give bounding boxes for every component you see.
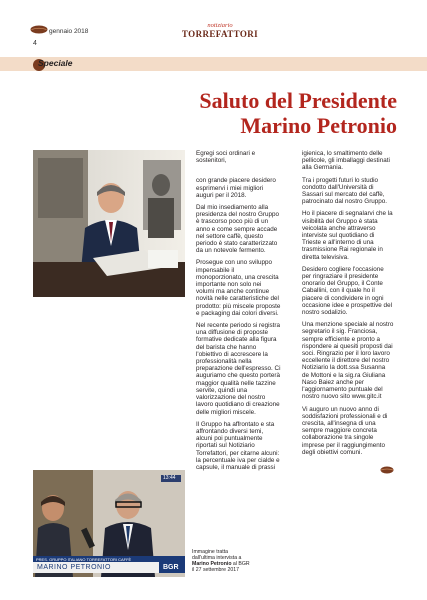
caption-line-1: Immagine tratta xyxy=(192,549,229,555)
page-number: 4 xyxy=(33,40,37,47)
article-paragraph: con grande piacere desidero esprimervi i miei migliori auguri per il 2018. xyxy=(196,177,276,199)
article-paragraph: Il Gruppo ha affrontato e sta affrontando diversi temi, alcuni poi puntualmente riportati sul Notiziario Torrefattori, per citarne alcuni: la percentuale iva per cialde e capsule, il manuale di prassi xyxy=(196,420,280,471)
tv-lower-third-name: MARINO PETRONIO xyxy=(37,564,112,571)
article-paragraph: Prosegue con uno sviluppo impensabile il monoporzionato, una crescita importante non solo nei volumi ma anche continue novità nelle caratteristiche del prodotto: più miscele proposte e packaging dai colori diversi. xyxy=(196,259,281,317)
masthead-main: TORREFATTORI xyxy=(181,29,259,39)
caption-line-4: il 27 settembre 2017 xyxy=(192,567,240,573)
article-paragraph: Desidero cogliere l'occasione per ringraziare il presidente onorario del Gruppo, il Conte Caballini, con il quale ho il piacere di condividere in ogni occasione idee e prospettive del nostro sodalizio. xyxy=(302,265,392,317)
caption-line-2: dall'ultima intervista a xyxy=(192,555,242,561)
photo-caption xyxy=(192,549,272,573)
tv-lower-third-title: PRES. GRUPPO ITALIANO TORREFATTORI CAFFÈ xyxy=(36,557,132,562)
article-title-line1: Saluto del Presidente xyxy=(199,88,397,113)
article-paragraph: Egregi soci ordinari e sostenitori, xyxy=(196,150,256,165)
issue-date: gennaio 2018 xyxy=(49,28,89,35)
article-paragraph: Dal mio insediamento alla presidenza del nostro Gruppo è trascorso poco più di un anno e come sempre accade nel settore caffè, questo periodo è stato caratterizzato da un notevole fermento. xyxy=(196,204,279,255)
tv-channel-logo: BGR xyxy=(163,564,179,571)
article-paragraph: Vi auguro un nuovo anno di soddisfazioni professionali e di crescita, all'insegna di una sempre maggiore concreta collaborazione tra singole imprese per il raggiungimento degli obiettivi comuni. xyxy=(302,405,388,456)
president-desk-photo xyxy=(33,150,185,297)
article-column-1 xyxy=(196,150,281,476)
coffee-bean-icon xyxy=(30,25,48,34)
masthead xyxy=(170,22,270,39)
article-paragraph: Tra i progetti futuri lo studio condotto dall'Università di Sassari sul mercato del caffè, patrocinato dal nostro Gruppo. xyxy=(302,176,388,206)
article-paragraph: Una menzione speciale al nostro segretario il sig. Franciosa, sempre efficiente e pronto a rispondere ai quesiti proposti dai soci. Ringrazio per il loro lavoro eccellente il direttore del nostro Notiziario la dott.ssa Susanna de Mottoni e la sig.ra Giuliana Naso Baiez anche per l'aggiornamento puntuale del nostro nuovo sito www.gitc.it xyxy=(302,321,394,401)
caption-line-3: al BGR xyxy=(231,561,250,567)
end-of-article-bean-icon xyxy=(380,466,394,474)
article-column-2 xyxy=(302,150,394,461)
masthead-top: notiziario xyxy=(207,22,233,29)
article-paragraph: Nel recente periodo si registra una diffusione di proposte formative dedicate alla figura del barista che hanno l'obiettivo di accrescere la professionalità nella preparazione dell'espresso. Ci auguriamo che questo porterà maggior qualità nelle tazzine servite, quindi una valorizzazione del nostro lavoro quotidiano di creazione delle migliori miscele. xyxy=(196,322,281,416)
article-paragraph: Ho il piacere di segnalarvi che la visibilità del Gruppo è stata veicolata anche attraverso interviste sul quotidiano di Trieste e all'interno di una trasmissione Rai regionale in diretta televisiva. xyxy=(302,210,393,261)
tv-clock: 13:44 xyxy=(163,475,176,481)
tv-interview-photo xyxy=(33,470,185,577)
article-title-line2: Marino Petronio xyxy=(240,113,397,138)
section-label: Speciale xyxy=(38,58,73,68)
caption-name: Marino Petronio xyxy=(192,561,232,567)
article-paragraph: igienica, lo smaltimento delle pellicole, gli imballaggi destinati alla Germania. xyxy=(302,150,390,172)
